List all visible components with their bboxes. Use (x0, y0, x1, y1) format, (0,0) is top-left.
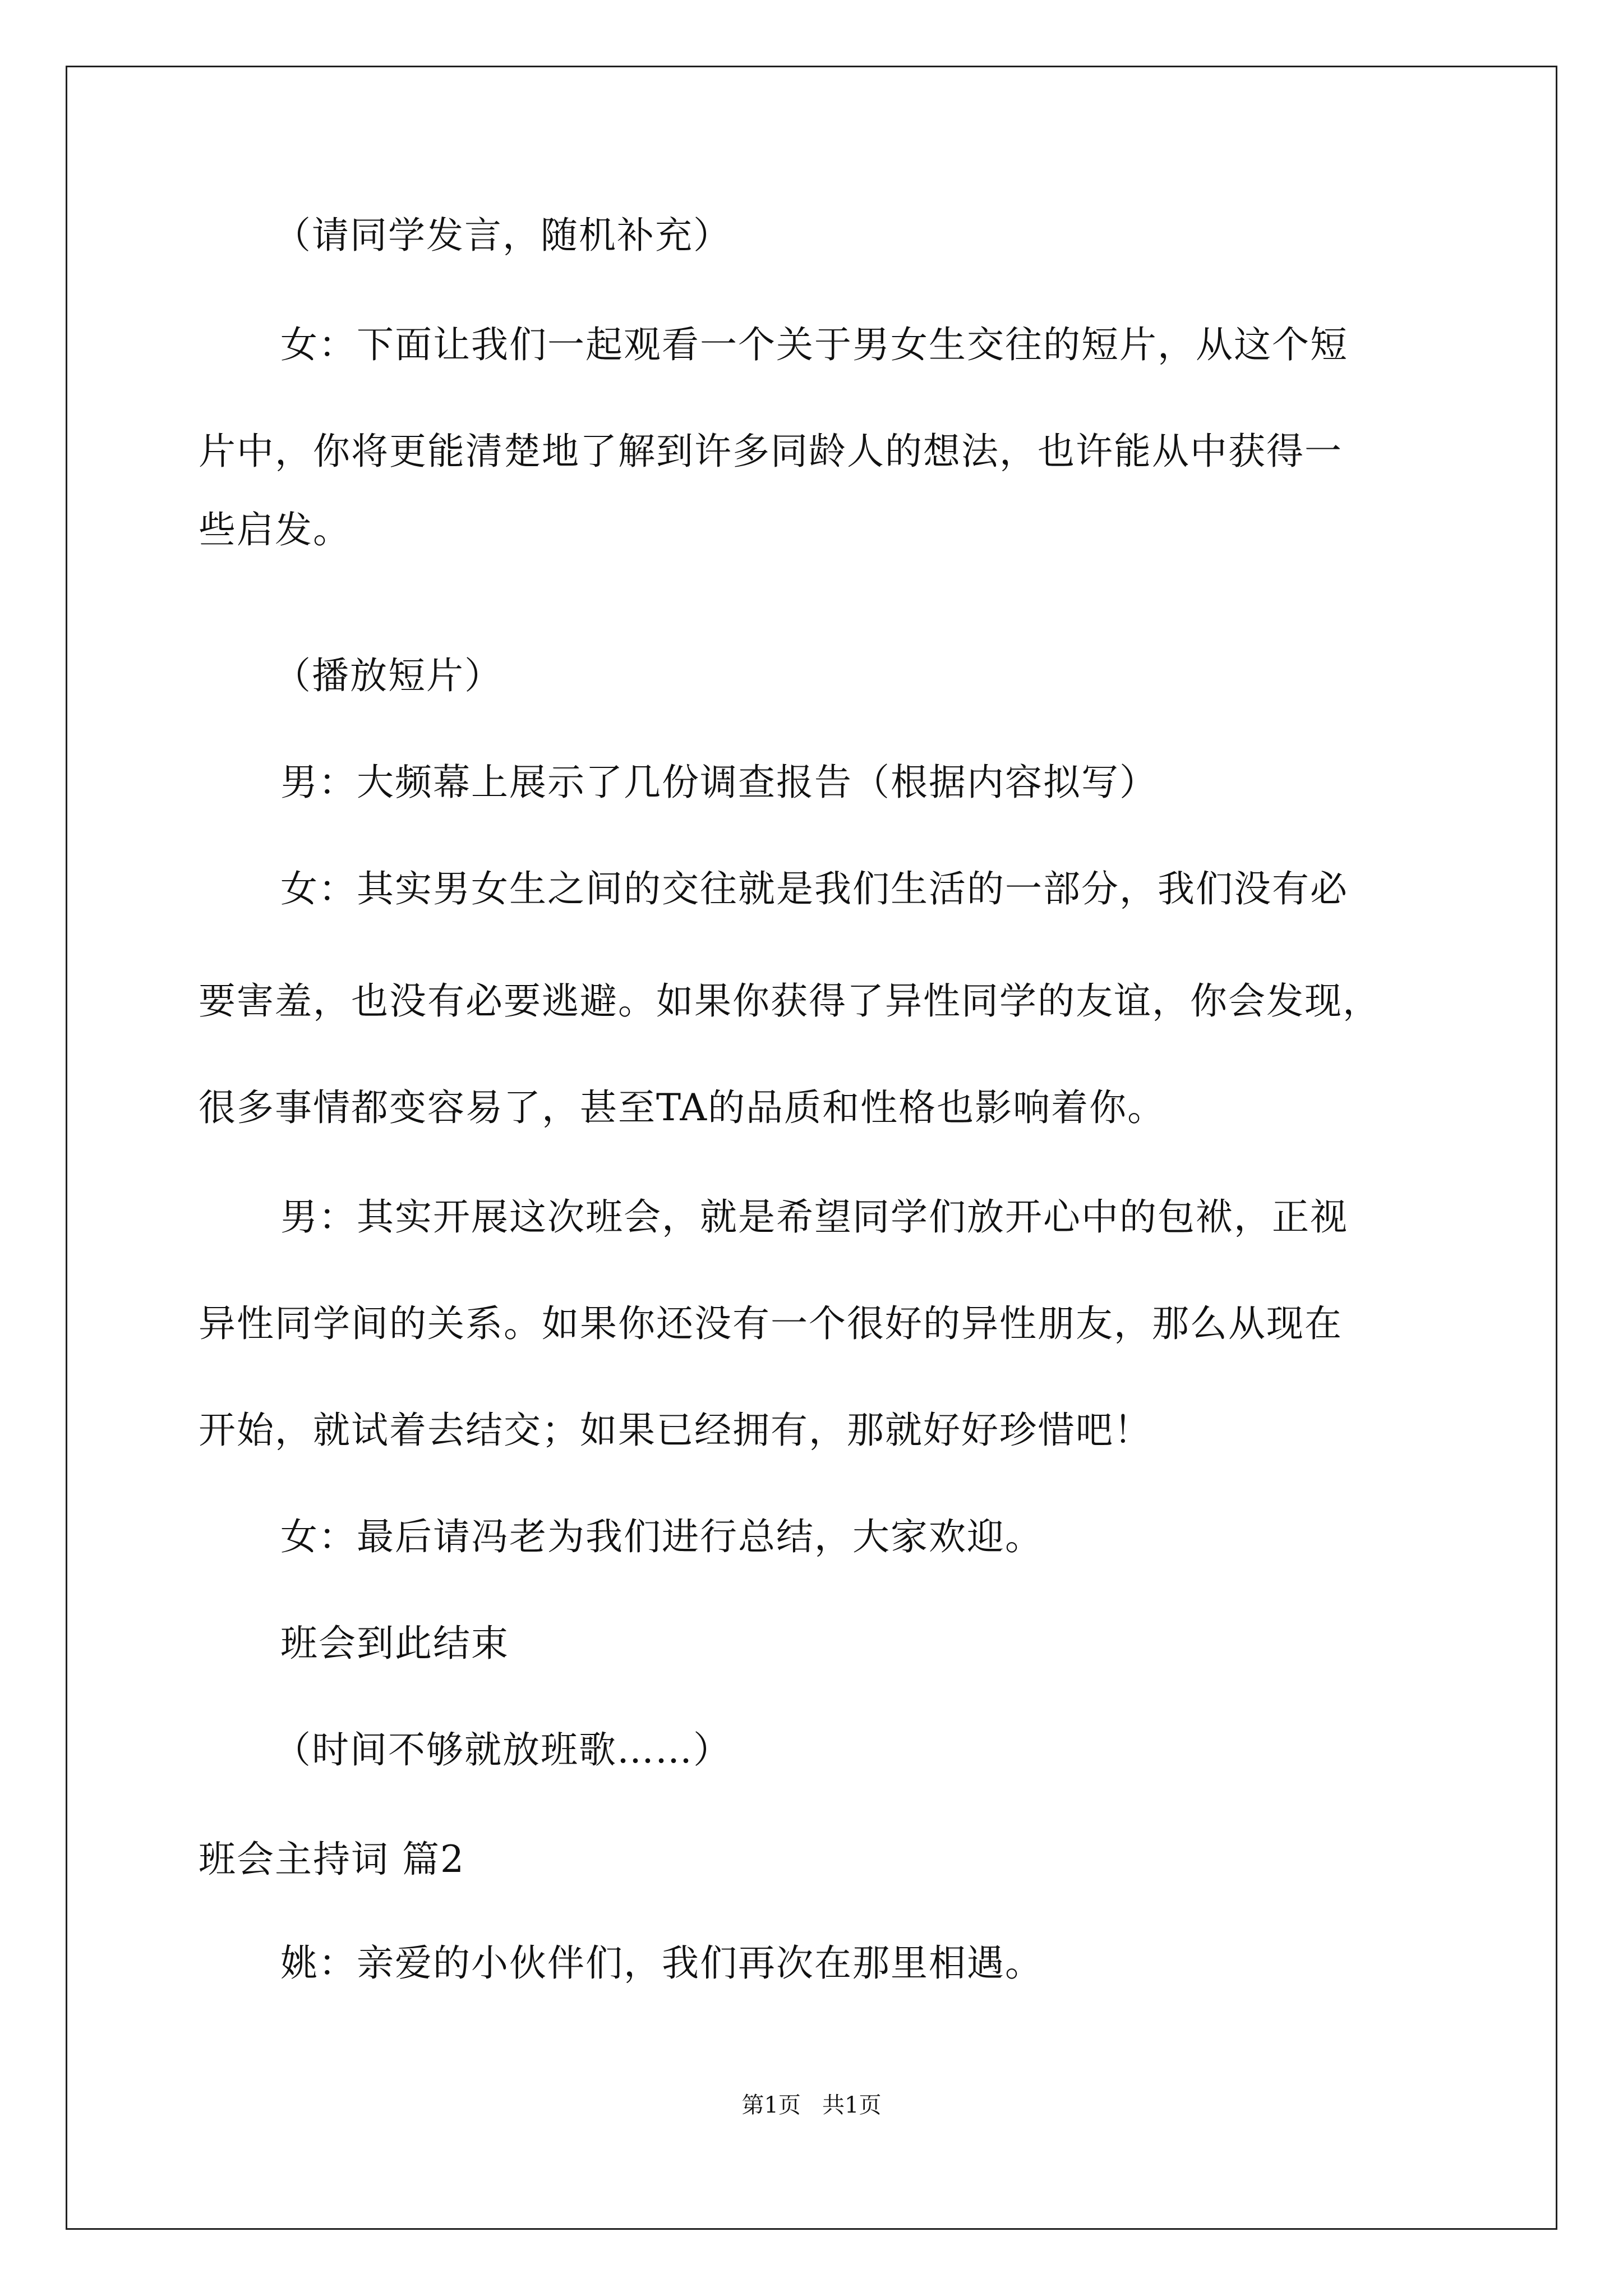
text-line-14: 班会到此结束 (280, 1622, 509, 1665)
text-line-2: 女：下面让我们一起观看一个关于男女生交往的短片，从这个短 (280, 323, 1348, 366)
text-line-11: 异性同学间的关系。如果你还没有一个很好的异性朋友，那么从现在 (199, 1302, 1343, 1345)
text-line-13: 女：最后请冯老为我们进行总结，大家欢迎。 (280, 1515, 1043, 1558)
text-line-1: （请同学发言，随机补充） (274, 214, 731, 257)
text-line-5: （播放短片） (274, 654, 502, 697)
text-line-4: 些启发。 (199, 508, 351, 551)
text-line-15: （时间不够就放班歌……） (274, 1728, 731, 1772)
page-footer: 第1页 共1页 (741, 2092, 882, 2118)
text-line-12: 开始，就试着去结交；如果已经拥有，那就好好珍惜吧！ (199, 1409, 1152, 1452)
section-heading: 班会主持词 篇2 (199, 1838, 465, 1881)
text-line-6: 男：大频幕上展示了几份调查报告（根据内容拟写） (280, 761, 1158, 804)
text-line-8: 要害羞，也没有必要逃避。如果你获得了异性同学的友谊，你会发现， (199, 979, 1381, 1023)
text-line-17: 姚：亲爱的小伙伴们，我们再次在那里相遇。 (280, 1941, 1043, 1985)
text-line-9: 很多事情都变容易了，甚至TA的品质和性格也影响着你。 (199, 1086, 1166, 1129)
page-border (66, 66, 1557, 2230)
text-line-10: 男：其实开展这次班会，就是希望同学们放开心中的包袱，正视 (280, 1195, 1348, 1239)
text-line-3: 片中，你将更能清楚地了解到许多同龄人的想法，也许能从中获得一 (199, 430, 1343, 473)
text-line-7: 女：其实男女生之间的交往就是我们生活的一部分，我们没有必 (280, 867, 1348, 910)
